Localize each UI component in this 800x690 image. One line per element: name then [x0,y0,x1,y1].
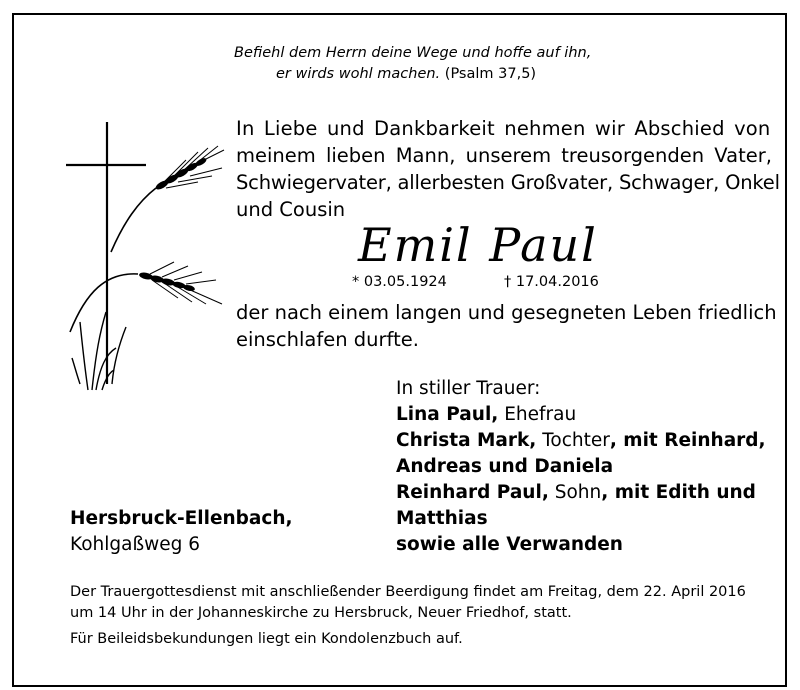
mourner-line: Lina Paul, Ehefrau [396,404,577,425]
footer-line-3: Für Beileidsbekundungen liegt ein Kondolenzbuch auf. [70,631,463,647]
footer-line-1: Der Trauergottesdienst mit anschließender Beerdigung findet am Freitag, dem 22. April 2016 [70,584,746,600]
intro-line-2: meinem lieben Mann, unserem treusorgenden Vater, [236,144,772,167]
footer-line-2: um 14 Uhr in der Johanneskirche zu Hersbruck, Neuer Friedhof, statt. [70,605,572,621]
mourner-line: sowie alle Verwanden [396,534,623,555]
mourners-list [396,376,766,558]
intro-text [236,115,780,223]
psalm-line-1: Befiehl dem Herrn deine Wege und hoffe auf ihn, [234,45,592,61]
birth-date: * 03.05.1924 [352,274,447,290]
passing-text [236,299,777,353]
deceased-name: Emil Paul [358,218,598,272]
address [70,506,293,558]
mourners-heading: In stiller Trauer: [396,378,541,399]
address-street: Kohlgaßweg 6 [70,534,201,555]
passing-line-2: einschlafen durfte. [236,328,419,351]
service-info [70,582,746,650]
psalm-line-2: er wirds wohl machen. [276,66,441,82]
mourner-line: Andreas und Daniela [396,456,614,477]
psalm-quote-line-2 [276,64,536,85]
intro-line-4: und Cousin [236,198,346,221]
psalm-reference: (Psalm 37,5) [444,66,537,82]
intro-line-3: Schwiegervater, allerbesten Großvater, Schwager, Onkel [236,171,780,194]
cross-with-wheat-icon [66,122,226,392]
death-date: † 17.04.2016 [504,274,599,290]
address-town: Hersbruck-Ellenbach, [70,508,293,529]
mourner-line: Reinhard Paul, Sohn, mit Edith und [396,482,756,503]
mourner-line: Matthias [396,508,488,529]
intro-line-1: In Liebe und Dankbarkeit nehmen wir Abschied von [236,117,771,140]
mourner-line: Christa Mark, Tochter, mit Reinhard, [396,430,766,451]
psalm-quote [234,43,591,64]
obituary-notice [12,13,787,687]
passing-line-1: der nach einem langen und gesegneten Leben friedlich [236,301,777,324]
